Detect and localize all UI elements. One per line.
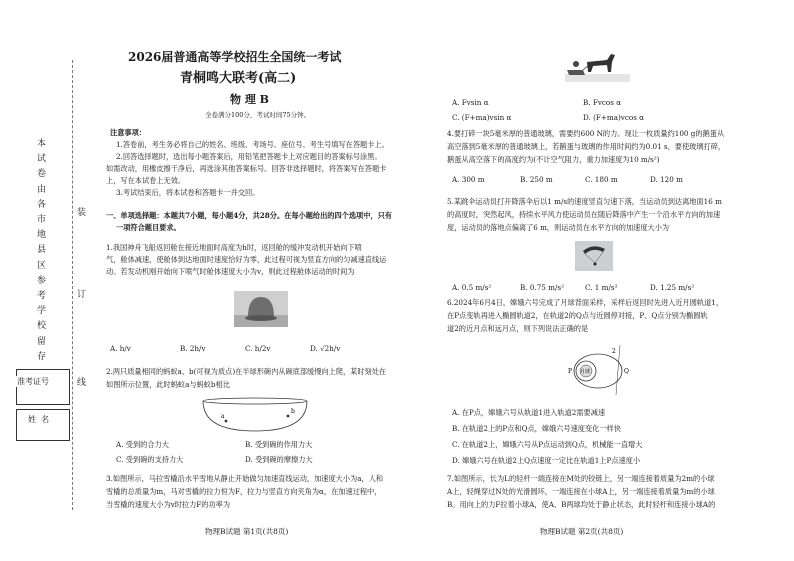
point-p-label: P	[568, 368, 573, 375]
side-char: 存	[37, 351, 47, 362]
q6-option-c[interactable]: C. 在轨道2上，嫦娥六号从P点运动到Q点，机械能一直增大	[452, 440, 643, 449]
q5-text: 的高度时，突然起风，持续水平风力使运动员在随后降落中产生一个沿水平方向的加速	[447, 210, 721, 219]
side-char: 本	[37, 139, 47, 149]
q4-option-d[interactable]: D. 120 m	[650, 175, 683, 184]
page-footer-right: 物理B试题 第2页(共8页)	[540, 527, 624, 536]
q4-text: 4.要打碎一块5毫米厚的普通玻璃，需要约600 N的力。现让一枚质量约100 g的鹅蛋从	[447, 129, 725, 138]
q3-option-c[interactable]: C. (F+ma)vsin α	[452, 113, 512, 122]
q6-option-b[interactable]: B. 在轨道2上的P点和Q点，嫦娥六号速度变化一样快	[452, 424, 621, 433]
notice-title: 注意事项：	[110, 128, 146, 137]
q4-option-a[interactable]: A. 300 m	[452, 175, 485, 184]
notice-item: 1.答卷前，考生务必将自己的姓名、班级、考场号、座位号、考生号填写在答题卡上。	[116, 140, 389, 149]
q3-option-b[interactable]: B. Fvcos α	[583, 98, 622, 107]
side-char: 区	[37, 260, 47, 271]
q2-option-c[interactable]: C. 受到碗的支持力大	[116, 455, 184, 464]
q3-text: 当雪橇的速度大小为v时拉力F的功率为	[106, 500, 231, 509]
side-char: 留	[37, 336, 47, 347]
bowl-diagram	[200, 397, 310, 433]
side-char: 卷	[37, 169, 47, 180]
exam-title: 2026届普通高等学校招生全国统一考试	[128, 50, 342, 64]
notice-item: 上，写在本试卷上无效。	[106, 176, 186, 185]
q2-option-a[interactable]: A. 受到的合力大	[116, 440, 169, 449]
notice-item: 3.考试结束后，将本试卷和答题卡一并交回。	[116, 188, 260, 197]
exam-number-box[interactable]	[16, 369, 70, 405]
q1-option-b[interactable]: B. 2h/v	[180, 344, 206, 353]
side-char: 学	[37, 306, 47, 317]
side-char: 由	[37, 184, 47, 195]
q5-option-c[interactable]: C. 1 m/s²	[585, 283, 618, 292]
notice-item: 2.回答选择题时，选出每小题答案后，用铅笔把答题卡上对应题目的答案标号涂黑。	[116, 152, 382, 161]
cut-char-3: 线	[77, 378, 87, 388]
parachute-photo	[575, 241, 613, 271]
q6-option-d[interactable]: D. 嫦娥六号在轨道2上Q点速度一定比在轨道1上P点速度小	[452, 456, 641, 465]
q5-text: 5.某跳伞运动员打开降落伞后以1 m/s的速度竖直匀速下落，当运动员到达离地面16 m	[447, 197, 722, 206]
q4-text: 高空落到5毫米厚的普通玻璃上，若鹅蛋与玻璃的作用时间约为0.01 s，要使玻璃打碎，	[447, 142, 726, 151]
q1-text: 动。若发动机刚开始向下喷气时舱体速度大小为v，则此过程舱体运动的时间为	[106, 267, 355, 276]
q7-text: B。用向上的力F拉着小球A，使A、B两球均处于静止状态，此时轻杆和连接小球A的	[447, 500, 716, 509]
label-a: a	[221, 413, 225, 420]
q5-text: 度，运动员的落地点偏离了6 m，则运动员在水平方向的加速度大小为	[447, 223, 670, 232]
q1-text: 1.我国神舟飞船返回舱在接近地面时高度为h时，返回舱的缓冲发动机开始向下喷	[106, 243, 362, 252]
exam-number-label: 准考证号	[17, 377, 49, 386]
q6-text: 道2的近月点和远月点，则下列说法正确的是	[447, 324, 589, 333]
side-char: 市	[37, 215, 47, 225]
q2-text: 2.两只质量相同的蚂蚁a、b(可视为质点)在半球形碗内从碗底部缓慢向上爬，某时刻处在	[106, 367, 387, 376]
score-note: 全卷满分100分，考试时间75分钟。	[205, 111, 311, 119]
cut-char-1: 装	[77, 208, 87, 218]
point-q-label: Q	[624, 368, 629, 375]
subject-title: 物 理 B	[230, 93, 269, 106]
page-footer-left: 物理B试题 第1页(共8页)	[205, 527, 289, 536]
q4-text: 鹅蛋从高空落下的高度约为(不计空气阻力，重力加速度为10 m/s²)	[447, 155, 660, 164]
q1-option-a[interactable]: A. h/v	[110, 344, 131, 353]
q4-option-b[interactable]: B. 250 m	[520, 175, 553, 184]
q4-option-c[interactable]: C. 180 m	[585, 175, 618, 184]
side-char: 地	[37, 230, 47, 241]
q5-option-b[interactable]: B. 0.75 m/s²	[520, 283, 564, 292]
q2-text: 如图所示位置，此时蚂蚁a与蚂蚁b相比	[106, 380, 230, 389]
cut-line	[72, 60, 73, 510]
q1-option-d[interactable]: D. √2h/v	[310, 344, 341, 353]
moon-label: 月球	[580, 369, 591, 375]
side-char: 校	[37, 321, 47, 332]
name-label: 姓 名	[28, 415, 50, 424]
q6-text: 在P点变轨再进入椭圆轨道2，在轨道2的Q点与近圆停对接，P、Q点分别为椭圆轨	[447, 311, 708, 320]
cut-char-2: 订	[77, 290, 87, 300]
q3-option-a[interactable]: A. Fvsin α	[452, 98, 489, 107]
q5-option-a[interactable]: A. 0.5 m/s²	[452, 283, 492, 292]
orbit-diagram	[560, 343, 640, 399]
side-char: 各	[37, 199, 47, 210]
q7-text: A上，轻绳穿过N处的光滑圆环，一端连接在小球A上，另一端连接着质量为m的小球	[447, 487, 715, 496]
capsule-photo	[234, 291, 288, 327]
q5-option-d[interactable]: D. 1.25 m/s²	[650, 283, 695, 292]
orbit-2-label: 2	[612, 348, 616, 355]
q3-text: 雪橇的总质量为m，马对雪橇的拉力恒为F，拉力与竖直方向夹角为α，在加速过程中，	[106, 487, 382, 496]
q6-option-a[interactable]: A. 在P点，嫦娥六号从轨道1进入轨道2需要减速	[452, 408, 606, 417]
q3-option-d[interactable]: D. (F+ma)vcos α	[583, 113, 645, 122]
q7-text: 7.如图所示，长为L的轻杆一端连接在M处的铰链上，另一端连接着质量为2m的小球	[447, 474, 715, 483]
q2-option-b[interactable]: B. 受到碗的作用力大	[245, 440, 313, 449]
q1-option-c[interactable]: C. h/2v	[245, 344, 271, 353]
side-char: 试	[37, 154, 47, 165]
exam-subtitle: 青桐鸣大联考(高二)	[180, 71, 297, 86]
side-char: 考	[37, 291, 47, 301]
notice-item: 如需改动，用橡皮擦干净后，再选涂其他答案标号。回答非选择题时，将答案写在答题卡	[106, 164, 387, 173]
horse-sled-image	[565, 50, 630, 82]
side-char: 县	[37, 245, 47, 256]
section-heading-cont: 一项符合题目要求。	[116, 223, 181, 232]
section-heading: 一、单项选择题：本题共7小题，每小题4分，共28分。在每小题给出的四个选项中，只有	[106, 211, 392, 220]
q2-option-d[interactable]: D. 受到碗的摩擦力大	[245, 455, 313, 464]
q6-text: 6.2024年6月4日，嫦娥六号完成了月球背面采样，采样后返回时先进入近月圆轨道1，	[447, 298, 724, 307]
q3-text: 3.如图所示，马拉雪橇沿水平雪地从静止开始做匀加速直线运动，加速度大小为a，人和	[106, 474, 384, 483]
label-b: b	[291, 408, 295, 415]
side-char: 参	[37, 275, 47, 286]
q1-text: 气，舱体减速，使舱体到达地面时速度恰好为零，此过程可视为竖直方向的匀减速直线运	[106, 255, 387, 264]
